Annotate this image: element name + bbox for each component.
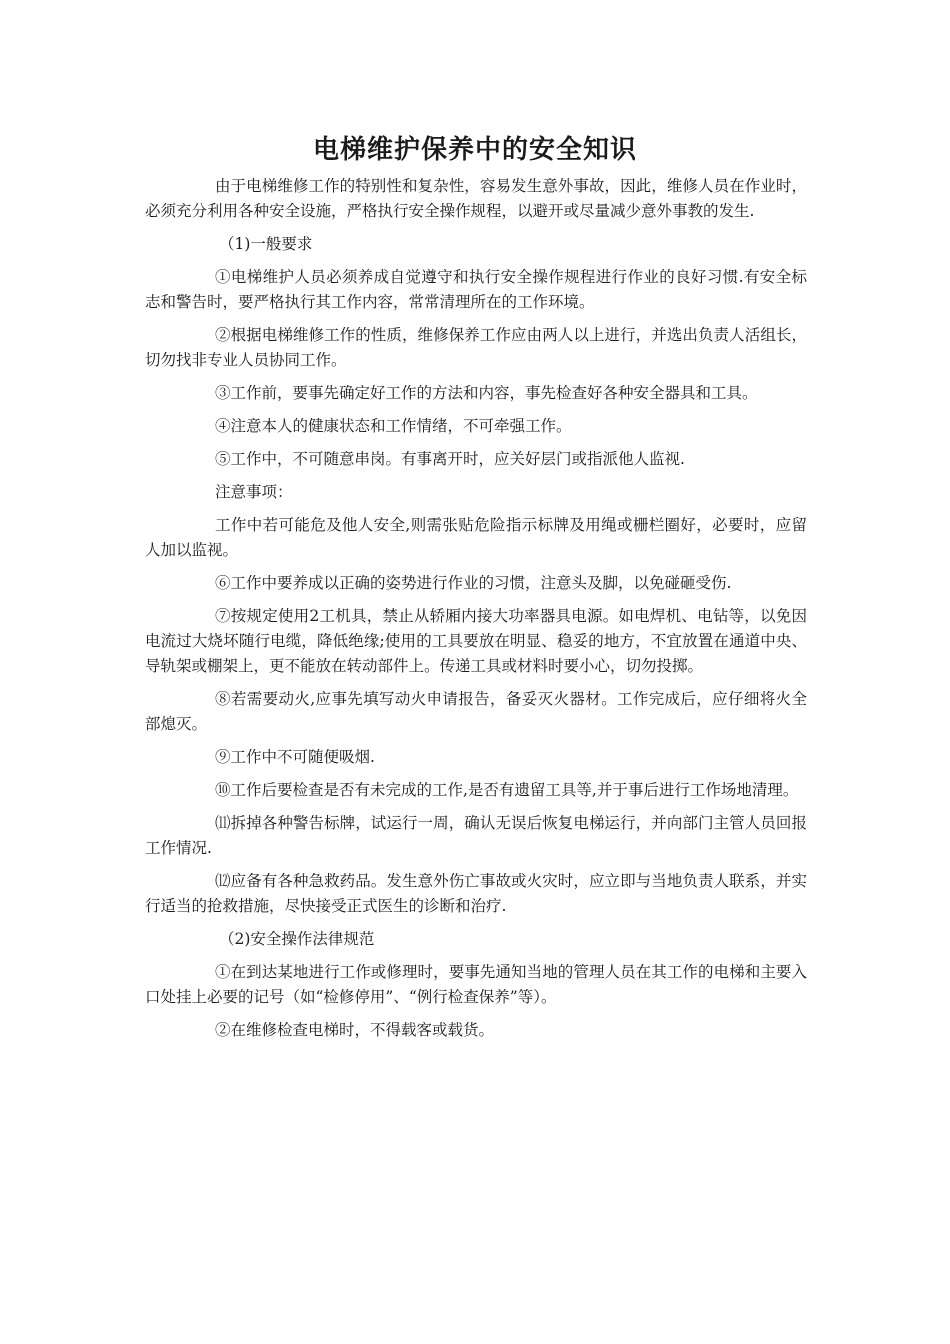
section-heading-general-requirements: （1)一般要求: [219, 235, 313, 253]
rule-item-7: ⑦按规定使用2工机具，禁止从轿厢内接大功率器具电源。如电焊机、电钻等，以免因电流过大烧坏随行电缆，降低绝缘;使用的工具要放在明显、稳妥的地方，不宜放置在通道中央、导轨架或棚架上，更不能放在转动部件上。传递工具或材料时要小心，切勿投掷。: [145, 607, 807, 675]
notes-paragraph: 工作中若可能危及他人安全,则需张贴危险指示标牌及用绳或栅栏圈好，必要时，应留人加以监视。: [145, 516, 807, 559]
rule-item-10: ⑩工作后要检查是否有未完成的工作,是否有遗留工具等,并于事后进行工作场地清理。: [215, 781, 799, 799]
document-title: 电梯维护保养中的安全知识: [312, 135, 637, 165]
rule-item-4: ④注意本人的健康状态和工作情绪，不可牵强工作。: [215, 417, 572, 435]
rule-item-12: ⑿应备有各种急救药品。发生意外伤亡事故或火灾时，应立即与当地负责人联系，并实行适当的抢救措施，尽快接受正式医生的诊断和治疗.: [145, 872, 807, 915]
safety-rule-item-2: ②在维修检查电梯时，不得载客或载货。: [215, 1021, 495, 1039]
section-heading-safety-operation: （2)安全操作法律规范: [219, 930, 375, 948]
rule-item-5: ⑤工作中，不可随意串岗。有事离开时，应关好层门或指派他人监视.: [215, 450, 685, 468]
intro-paragraph: 由于电梯维修工作的特别性和复杂性，容易发生意外事故，因此，维修人员在作业时，必须充分利用各种安全设施，严格执行安全操作规程，以避开或尽量减少意外事教的发生.: [145, 177, 807, 220]
rule-item-1: ①电梯维护人员必须养成自觉遵守和执行安全操作规程进行作业的良好习惯.有安全标志和警告时，要严格执行其工作内容，常常清理所在的工作环境。: [145, 268, 807, 311]
notes-heading: 注意事项：: [215, 483, 293, 501]
rule-item-2: ②根据电梯维修工作的性质，维修保养工作应由两人以上进行，并选出负责人活组长，切勿找非专业人员协同工作。: [145, 326, 807, 369]
safety-rule-item-1: ①在到达某地进行工作或修理时，要事先通知当地的管理人员在其工作的电梯和主要入口处挂上必要的记号（如“检修停用”、“例行检查保养”等）。: [145, 963, 807, 1006]
rule-item-6: ⑥工作中要养成以正确的姿势进行作业的习惯，注意头及脚，以免碰砸受伤.: [215, 574, 732, 592]
rule-item-3: ③工作前，要事先确定好工作的方法和内容，事先检查好各种安全器具和工具。: [215, 384, 758, 402]
rule-item-11: ⑾拆掉各种警告标牌，试运行一周，确认无误后恢复电梯运行，并向部门主管人员回报工作情况.: [145, 814, 807, 857]
document-body: [145, 174, 807, 1051]
rule-item-9: ⑨工作中不可随便吸烟.: [215, 748, 375, 766]
rule-item-8: ⑧若需要动火,应事先填写动火申请报告，备妥灭火器材。工作完成后，应仔细将火全部熄灭。: [145, 690, 807, 733]
